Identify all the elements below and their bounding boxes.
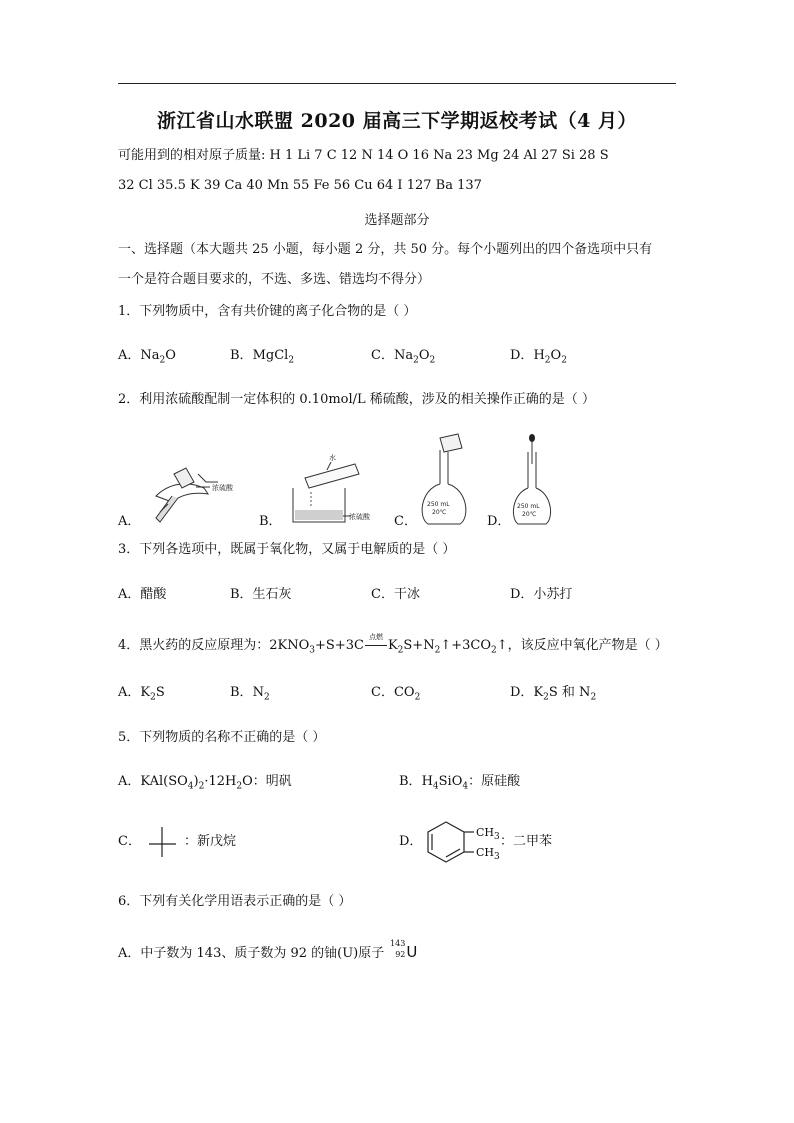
q3-option-b: B．生石灰 [230, 587, 292, 602]
q5-option-d-text: ：二甲苯 [500, 834, 553, 849]
q3-stem: 3．下列各选项中，既属于氧化物，又属于电解质的是（ ） [118, 542, 456, 557]
q2-fig-b-water: 水 [329, 454, 336, 462]
q1-option-b: B．MgCl$_2$ [230, 348, 295, 366]
atomic-masses-line2: 32 Cl 35.5 K 39 Ca 40 Mn 55 Fe 56 Cu 64 I 127 Ba 137 [118, 178, 482, 193]
q4-option-c: C．$CO_2$ [371, 685, 421, 703]
q4-option-b: B．$N_2$ [230, 685, 270, 703]
q6-mass-number: 143 [390, 939, 406, 948]
section-intro-line1: 一、选择题（本大题共 25 小题，每小题 2 分，共 50 分。每个小题列出的四个备选项中只有 [118, 242, 653, 257]
q6-option-a: A．中子数为 143、质子数为 92 的铀(U)原子 143 92 U [118, 939, 418, 961]
section-title: 选择题部分 [364, 213, 430, 228]
q3-option-c: C．干冰 [371, 587, 420, 602]
q6-element-symbol: U [406, 943, 418, 961]
section-intro-line2: 一个是符合题目要求的，不选、多选、错选均不得分） [118, 272, 431, 287]
q2-figure-d [508, 432, 558, 528]
q5-option-c-text: ：新戊烷 [184, 834, 237, 849]
q5-stem: 5．下列物质的名称不正确的是（ ） [118, 730, 326, 745]
q4-stem: 4．黑火药的反应原理为：$2KNO_3+S+3C$ 点燃 $K_2S+N_2↑+3CO_2↑$，该反应中氧化产物是（ ） [118, 637, 668, 655]
q2-fig-a-label: 浓硫酸 [212, 484, 233, 492]
q3-option-d: D．小苏打 [510, 587, 573, 602]
q2-figure-a [146, 460, 246, 528]
atomic-masses-line1: 可能用到的相对原子质量: H 1 Li 7 C 12 N 14 O 16 Na 23 Mg 24 Al 27 Si 28 S [118, 148, 609, 163]
q2-fig-b-label: 浓硫酸 [349, 513, 370, 521]
q5-neopentane-structure [146, 824, 180, 860]
q5-ch3-upper: $CH_3$ [476, 826, 500, 843]
q2-option-d-label: D． [487, 514, 511, 529]
q6-stem: 6．下列有关化学用语表示正确的是（ ） [118, 894, 352, 909]
q6-atomic-number: 92 [395, 950, 406, 959]
q3-option-a: A．醋酸 [118, 587, 167, 602]
q4-option-a: A．$K_2S$ [118, 685, 165, 703]
page-title: 浙江省山水联盟 2020 届高三下学期返校考试（4 月） [157, 110, 637, 132]
q2-option-c-label: C． [394, 514, 417, 529]
q1-stem: 1．下列物质中，含有共价键的离子化合物的是（ ） [118, 304, 417, 319]
q2-fig-c-text2: 20℃ [432, 509, 447, 516]
q2-fig-d-text1: 250 mL [517, 503, 540, 510]
q1-option-c: C．$Na_2O_2$ [371, 348, 436, 366]
q5-option-c-label: C． [118, 834, 141, 849]
q2-option-a-label: A． [118, 514, 141, 529]
q2-option-b-label: B． [259, 514, 282, 529]
q5-option-b: B．$H_4SiO_4$：原硅酸 [399, 774, 521, 792]
q2-figure-b [285, 448, 375, 528]
q5-option-d-label: D． [399, 834, 423, 849]
q2-figure-c [414, 432, 474, 528]
header-rule [118, 83, 676, 84]
q2-stem: 2．利用浓硫酸配制一定体积的 0.10mol/L 稀硫酸，涉及的相关操作正确的是（ ） [118, 392, 595, 407]
q1-option-a: A．$Na_2O$ [118, 348, 176, 366]
q4-option-d: D．$K_2S$ 和 $N_2$ [510, 685, 597, 703]
q5-ch3-lower: $CH_3$ [476, 846, 500, 863]
q4-condition: 点燃 [368, 633, 383, 641]
q2-fig-c-text1: 250 mL [427, 501, 450, 508]
q5-option-a: A．$KAl(SO_4)_2\cdot 12H_2O$：明矾 [118, 774, 292, 792]
q1-option-d: D．$H_2O_2$ [510, 348, 567, 366]
q2-fig-d-text2: 20℃ [522, 511, 537, 518]
